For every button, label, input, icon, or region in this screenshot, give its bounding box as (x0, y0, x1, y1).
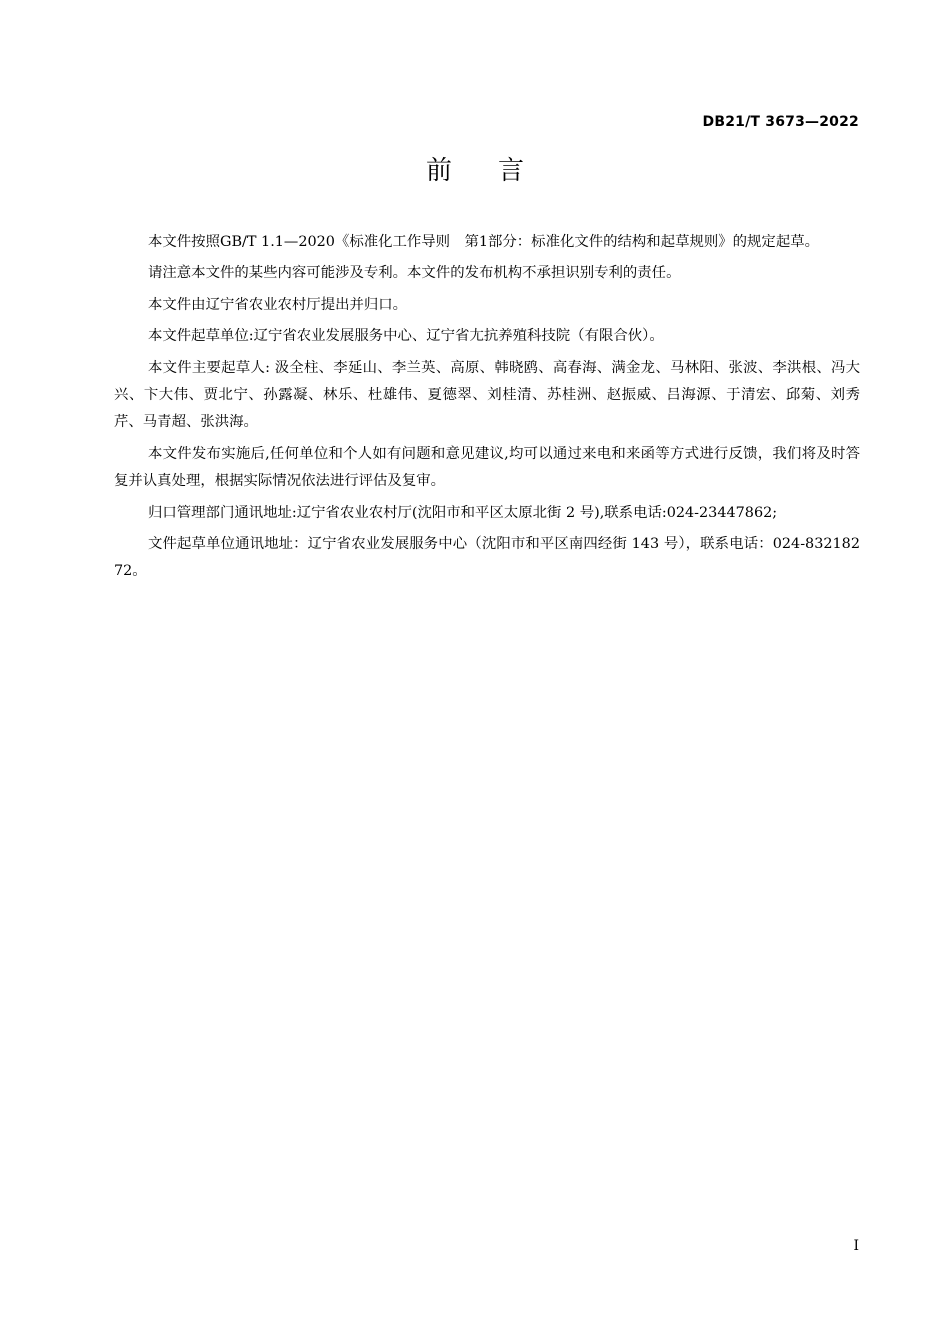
paragraph-drafting-units: 本文件起草单位:辽宁省农业发展服务中心、辽宁省尢抗养殖科技院（有限合伙）。 (148, 328, 664, 345)
page-number: I (853, 1238, 859, 1254)
document-body (114, 229, 860, 590)
paragraph-patent-notice: 请注意本文件的某些内容可能涉及专利。本文件的发布机构不承担识别专利的责任。 (148, 265, 681, 282)
paragraph-admin-address: 归口管理部门通讯地址:辽宁省农业农村厅(沈阳市和平区太原北街 2 号),联系电话:024-23447862; (148, 504, 778, 521)
title-char-2: 言 (498, 156, 525, 186)
paragraph-drafting-rules: 本文件按照GB/T 1.1—2020《标准化工作导则 第1部分：标准化文件的结构和起草规则》的规定起草。 (148, 234, 819, 250)
page-title (0, 150, 950, 187)
paragraph-drafters: 本文件主要起草人: 汲全柱、李延山、李兰英、高原、韩晓鸥、高春海、满金龙、马林阳、张波、李洪根、冯大兴、卞大伟、贾北宁、孙露凝、林乐、杜雄伟、夏德翠、刘桂清、苏桂洲、赵振威、吕海源、于清宏、邱菊、刘秀芹、马青超、张洪海。 (114, 359, 860, 431)
paragraph-feedback: 本文件发布实施后,任何单位和个人如有问题和意见建议,均可以通过来电和来函等方式进行反馈，我们将及时答复并认真处理，根据实际情况依法进行评估及复审。 (114, 445, 860, 490)
paragraph-drafting-address: 文件起草单位通讯地址：辽宁省农业发展服务中心（沈阳市和平区南四经街 143 号），联系电话：024-83218272。 (114, 536, 860, 580)
title-char-1: 前 (425, 156, 452, 186)
paragraph-proposer: 本文件由辽宁省农业农村厅提出并归口。 (148, 296, 408, 313)
document-code: DB21/T 3673—2022 (702, 114, 859, 130)
